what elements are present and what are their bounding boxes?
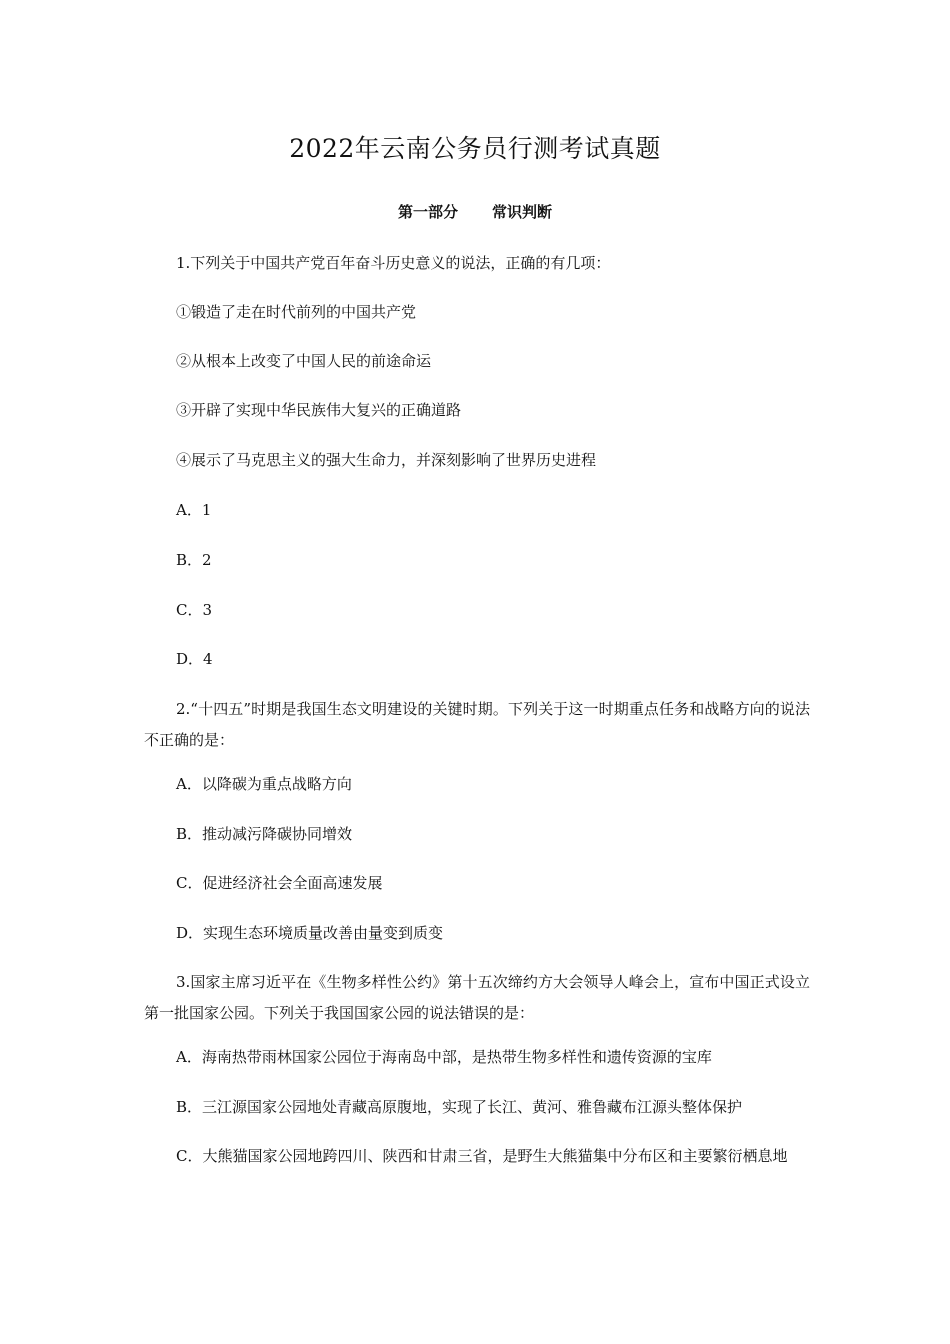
question-2-option-a: A．以降碳为重点战略方向: [176, 775, 352, 793]
question-1-option-d: D．4: [176, 650, 213, 668]
question-2-stem: 2.“十四五”时期是我国生态文明建设的关键时期。下列关于这一时期重点任务和战略方向的说法不正确的是：: [144, 700, 810, 749]
question-3-option-c: C．大熊猫国家公园地跨四川、陕西和甘肃三省，是野生大熊猫集中分布区和主要繁衍栖息地: [176, 1147, 788, 1165]
question-3-option-b: B．三江源国家公园地处青藏高原腹地，实现了长江、黄河、雅鲁藏布江源头整体保护: [176, 1098, 743, 1116]
question-2-option-c: C．促进经济社会全面高速发展: [176, 874, 383, 892]
question-1-statement-1: ①锻造了走在时代前列的中国共产党: [176, 303, 417, 321]
question-1-option-c: C．3: [176, 601, 213, 619]
question-2-option-d: D．实现生态环境质量改善由量变到质变: [176, 924, 444, 942]
question-1-option-a: A．1: [176, 501, 212, 519]
question-1-option-b: B．2: [176, 551, 212, 569]
section-name: 常识判断: [492, 203, 553, 221]
page-title: 2022年云南公务员行测考试真题: [289, 134, 661, 163]
section-part: 第一部分: [397, 203, 458, 221]
question-3-option-a: A．海南热带雨林国家公园位于海南岛中部，是热带生物多样性和遗传资源的宝库: [176, 1048, 712, 1066]
question-1-stem: 1.下列关于中国共产党百年奋斗历史意义的说法，正确的有几项：: [176, 254, 611, 272]
question-2-option-b: B．推动减污降碳协同增效: [176, 825, 353, 843]
question-3-stem: 3.国家主席习近平在《生物多样性公约》第十五次缔约方大会领导人峰会上，宣布中国正式设立第一批国家公园。下列关于我国国家公园的说法错误的是：: [144, 973, 810, 1022]
question-1-statement-3: ③开辟了实现中华民族伟大复兴的正确道路: [176, 401, 462, 419]
question-1-statement-4: ④展示了马克思主义的强大生命力，并深刻影响了世界历史进程: [176, 451, 597, 469]
question-1-statement-2: ②从根本上改变了中国人民的前途命运: [176, 352, 432, 370]
section-heading: [0, 200, 950, 224]
